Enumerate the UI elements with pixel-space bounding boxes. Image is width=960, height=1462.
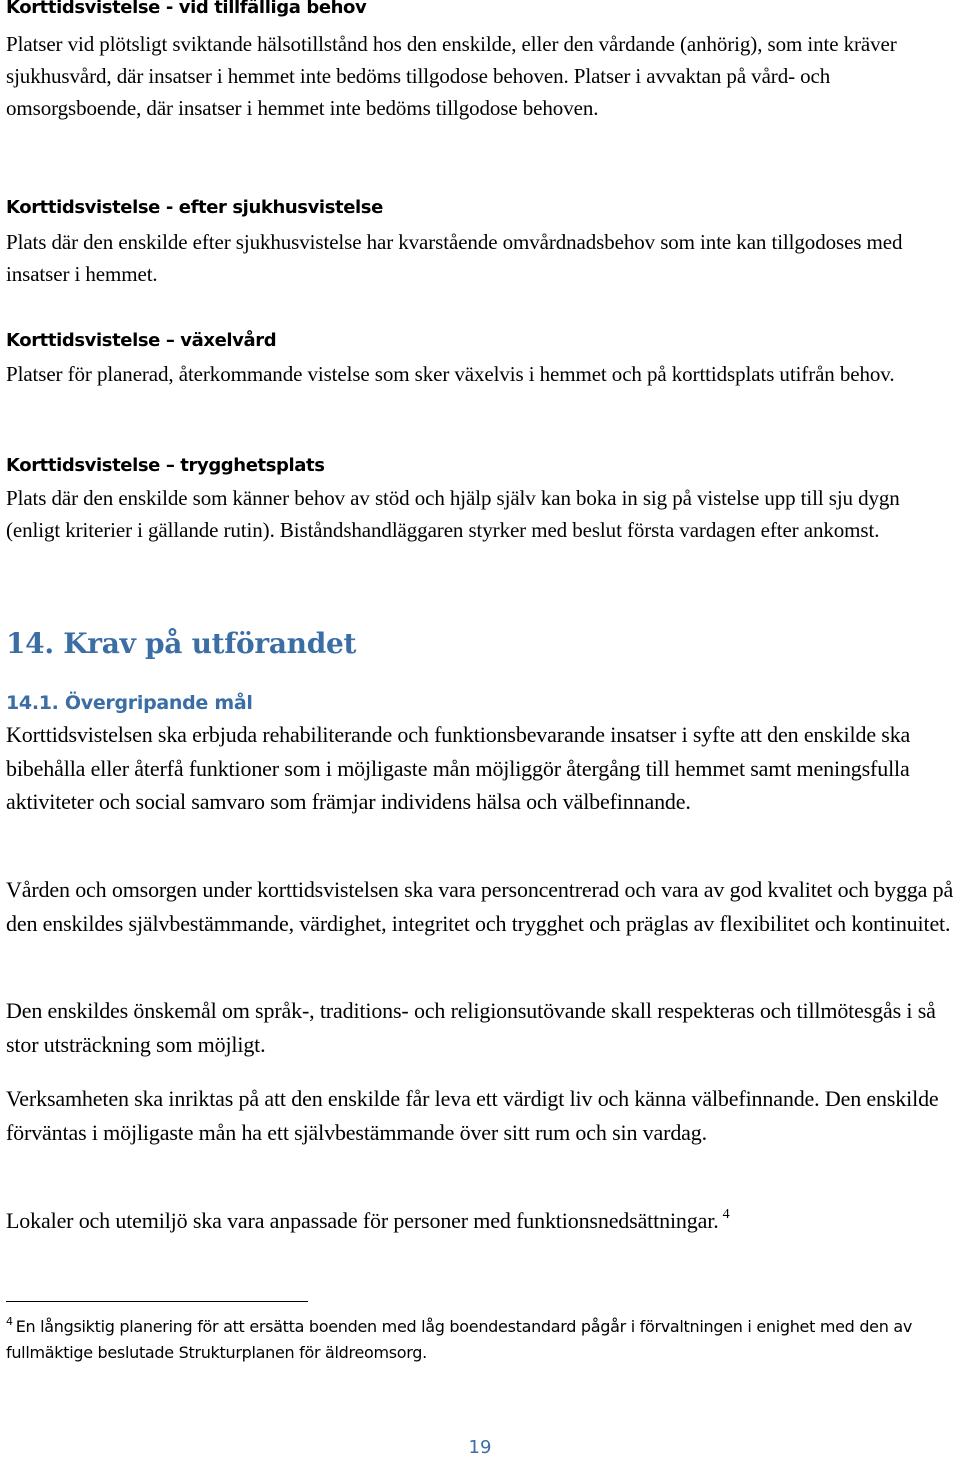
chapter-subtitle: 14.1. Övergripande mål <box>6 692 253 714</box>
chapter-paragraph: Den enskildes önskemål om språk-, traditions- och religionsutövande skall respekteras och tillmötesgås i så stor utsträckning som möjligt. <box>6 998 936 1057</box>
footnote-reference[interactable]: 4 <box>722 1207 730 1222</box>
footnote <box>6 1314 956 1366</box>
section-heading: Korttidsvistelse – trygghetsplats <box>6 455 325 476</box>
chapter-paragraph: Korttidsvistelsen ska erbjuda rehabiliterande och funktionsbevarande insatser i syfte att den enskilde ska bibehålla eller återfå funktioner som i möjligaste mån möjliggör återgång till hemmet samt meningsfulla aktiviteter och social samvaro som främjar individens hälsa och välbefinnande. <box>6 722 911 814</box>
chapter-paragraph-last <box>6 1204 956 1238</box>
chapter-paragraph: Vården och omsorgen under korttidsvistelsen ska vara personcentrerad och vara av god kvalitet och bygga på den enskildes självbestämmande, värdighet, integritet och trygghet och präglas av flexibilitet och kontinuitet. <box>6 877 954 936</box>
page-number: 19 <box>468 1437 492 1458</box>
chapter-title: 14. Krav på utförandet <box>6 627 357 660</box>
section-heading: Korttidsvistelse - vid tillfälliga behov <box>6 0 367 18</box>
footnote-number: 4 <box>6 1315 13 1328</box>
section-heading: Korttidsvistelse - efter sjukhusvistelse <box>6 197 383 218</box>
section-paragraph: Platser vid plötsligt sviktande hälsotillstånd hos den enskilde, eller den vårdande (anhörig), som inte kräver sjukhusvård, där insatser i hemmet inte bedöms tillgodose behoven. Platser i avvaktan på vård- och omsorgsboende, där insatser i hemmet inte bedöms tillgodose behoven. <box>6 32 897 120</box>
footnote-text: En långsiktig planering för att ersätta boenden med låg boendestandard pågår i förvaltningen i enighet med den av fullmäktige beslutade Strukturplanen för äldreomsorg. <box>6 1317 913 1362</box>
section-paragraph: Platser för planerad, återkommande vistelse som sker växelvis i hemmet och på korttidsplats utifrån behov. <box>6 362 895 386</box>
section-paragraph: Plats där den enskilde som känner behov av stöd och hjälp själv kan boka in sig på vistelse upp till sju dygn (enligt kriterier i gällande rutin). Biståndshandläggaren styrker med beslut första vardagen efter ankomst. <box>6 486 900 542</box>
chapter-paragraph: Verksamheten ska inriktas på att den enskilde får leva ett värdigt liv och känna välbefinnande. Den enskilde förväntas i möjligaste mån ha ett självbestämmande över sitt rum och sin vardag. <box>6 1086 939 1145</box>
chapter-paragraph-text: Lokaler och utemiljö ska vara anpassade för personer med funktionsnedsättningar. <box>6 1208 719 1233</box>
section-heading: Korttidsvistelse – växelvård <box>6 330 277 351</box>
footnote-separator <box>6 1301 308 1302</box>
section-paragraph: Plats där den enskilde efter sjukhusvistelse har kvarstående omvårdnadsbehov som inte kan tillgodoses med insatser i hemmet. <box>6 230 903 286</box>
